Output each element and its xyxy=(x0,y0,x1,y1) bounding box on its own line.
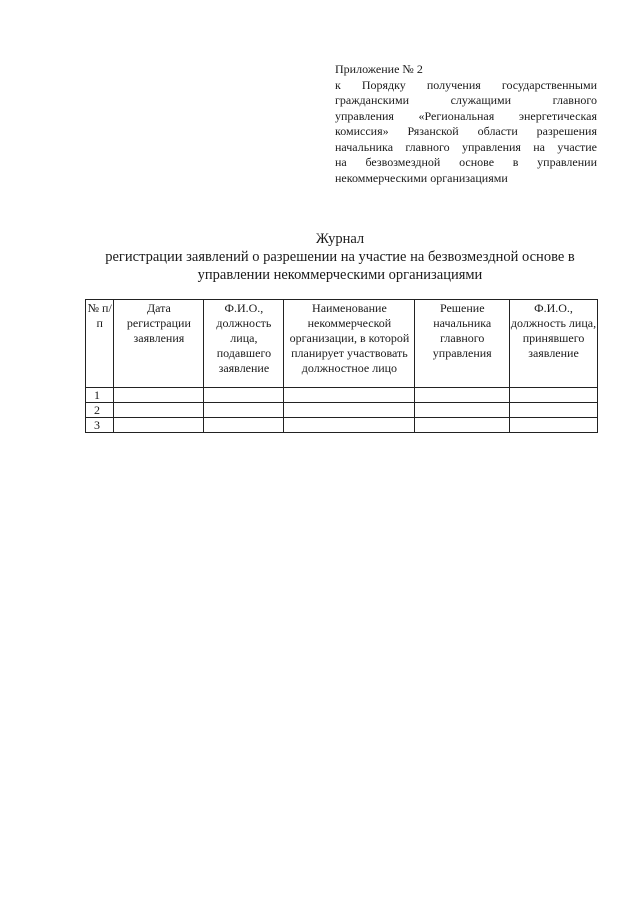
header-decision: Решение начальника главного управления xyxy=(415,300,510,388)
table-cell xyxy=(510,403,598,418)
table-cell xyxy=(204,388,284,403)
table-cell xyxy=(510,388,598,403)
table-cell xyxy=(284,403,415,418)
title-line: Журнал xyxy=(315,231,365,247)
row-number: 3 xyxy=(86,418,114,433)
appendix-line: гражданскими служащими главного xyxy=(335,93,597,107)
table-cell xyxy=(114,388,204,403)
appendix-line: к Порядку получения государственными xyxy=(335,77,597,92)
table-cell xyxy=(204,403,284,418)
table-cell xyxy=(415,403,510,418)
table-cell xyxy=(415,418,510,433)
header-receiver: Ф.И.О., должность лица, принявшего заявление xyxy=(510,300,598,388)
row-number: 1 xyxy=(86,388,114,403)
table-header-row xyxy=(86,300,598,388)
header-applicant: Ф.И.О., должность лица, подавшего заявление xyxy=(204,300,284,388)
row-number: 2 xyxy=(86,403,114,418)
table-row xyxy=(86,418,598,433)
title-line: регистрации заявлений о разрешении на участие на безвозмездной основе в xyxy=(105,249,575,265)
appendix-line: управления «Региональная энергетическая xyxy=(335,108,597,123)
appendix-line: на безвозмездной основе в управлении xyxy=(335,155,597,169)
header-number: № п/п xyxy=(86,300,114,388)
table-cell xyxy=(204,418,284,433)
journal-table xyxy=(85,299,598,433)
appendix-heading: Приложение № 2 xyxy=(335,62,423,76)
appendix-line: комиссия» Рязанской области разрешения xyxy=(335,124,597,138)
table-row xyxy=(86,388,598,403)
document-title xyxy=(60,230,620,284)
appendix-line: некоммерческими организациями xyxy=(335,170,508,185)
table-cell xyxy=(284,388,415,403)
table-cell xyxy=(114,403,204,418)
header-registration-date: Дата регистрации заявления xyxy=(114,300,204,388)
header-organization: Наименование некоммерческой организации, в которой планирует участвовать должностное лицо xyxy=(284,300,415,388)
table-cell xyxy=(510,418,598,433)
table-cell xyxy=(415,388,510,403)
appendix-line: начальника главного управления на участие xyxy=(335,139,597,154)
appendix-note xyxy=(335,62,597,186)
table-cell xyxy=(114,418,204,433)
table-cell xyxy=(284,418,415,433)
table-row xyxy=(86,403,598,418)
title-line: управлении некоммерческими организациями xyxy=(197,267,483,283)
